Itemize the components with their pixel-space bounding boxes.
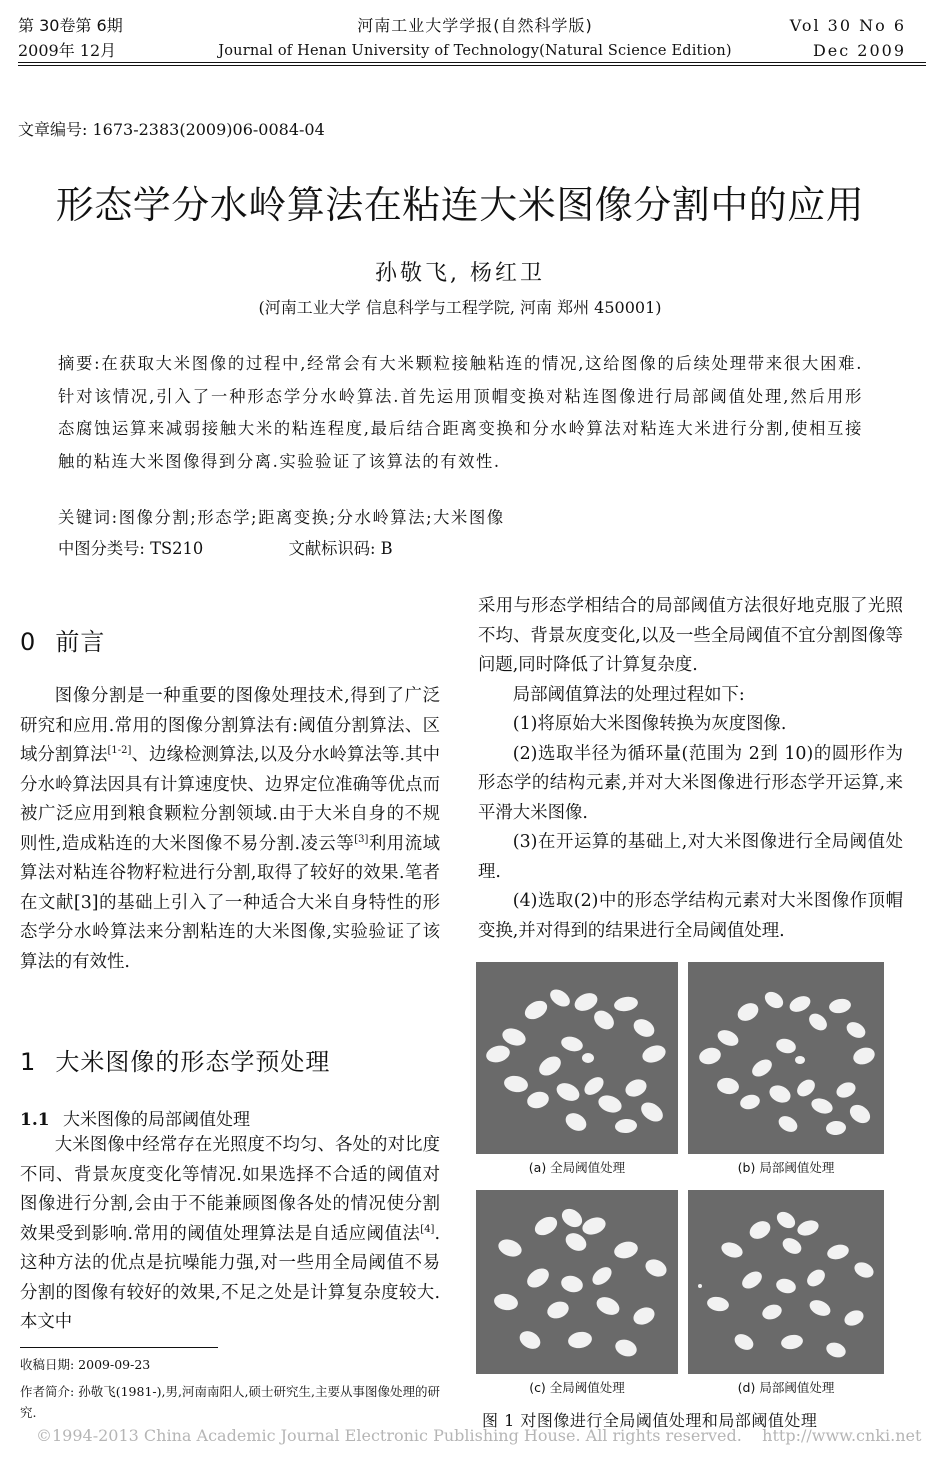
rice-grains-image-b (688, 962, 884, 1154)
continued-paragraph: 采用与形态学相结合的局部阈值方法很好地克服了光照不均、背景灰度变化,以及一些全局阈值不宜分割图像等问题,同时降低了计算复杂度. (478, 596, 903, 675)
section-1-title: 大米图像的形态学预处理 (55, 1048, 331, 1076)
rice-grains-image-d (688, 1190, 884, 1374)
section-0-title: 前言 (55, 628, 106, 656)
rice-grains-image-c (476, 1190, 678, 1374)
received-date: 收稿日期: 2009-09-23 (20, 1357, 151, 1372)
issue-date-en: Dec 2009 (812, 41, 906, 60)
figure-1-caption: 图 1 对图像进行全局阈值处理和局部阈值处理 (482, 1411, 818, 1430)
doc-code-value: B (380, 539, 393, 558)
keywords (58, 504, 505, 528)
caption-panel-a: (a) 全局阈值处理 (528, 1160, 626, 1175)
citation-1-2: [1-2] (107, 745, 132, 757)
section-1-number: 1 (20, 1048, 37, 1076)
affiliation: (河南工业大学 信息科学与工程学院, 河南 郑州 450001) (258, 298, 662, 317)
figure-panel-c-global-threshold (476, 1190, 678, 1374)
section-1-heading (20, 1042, 330, 1077)
caption-panel-b: (b) 局部阈值处理 (737, 1160, 835, 1175)
cnki-watermark: ©1994-2013 China Academic Journal Electronic Publishing House. All rights reserved. http://www.cnki.net (36, 1426, 922, 1445)
article-number: 文章编号: 1673-2383(2009)06-0084-04 (18, 120, 325, 139)
caption-panel-c: (c) 全局阈值处理 (529, 1380, 625, 1395)
intro-paragraph: 图像分割是一种重要的图像处理技术,得到了广泛研究和应用.常用的图像分割算法有:阈值分割算法、区域分割算法[1-2]、边缘检测算法,以及分水岭算法等.其中分水岭算法因具有计算速度快、边界定位准确等优点而被广泛应用到粮食颗粒分割领域.由于大米自身的不规则性,造成粘连的大米图像不易分割.凌云等[3]利用流域算法对粘连谷物籽粒进行分割,取得了较好的效果.笔者在文献[3]的基础上引入了一种适合大米自身特性的形态学分水岭算法来分割粘连的大米图像,实验验证了该算法的有效性. (20, 686, 440, 972)
header-rule-bottom (18, 65, 926, 66)
step-4: (4)选取(2)中的形态学结构元素对大米图像作顶帽变换,并对得到的结果进行全局阈值处理. (478, 891, 903, 941)
section-0-number: 0 (20, 628, 37, 656)
clc-value: TS210 (150, 539, 204, 558)
doc-code-label: 文献标识码: (288, 539, 376, 558)
section-0-heading (20, 622, 105, 657)
keywords-label: 关键词: (58, 508, 119, 527)
journal-name-en: Journal of Henan University of Technology(Natural Science Edition) (218, 43, 732, 59)
caption-panel-d: (d) 局部阈值处理 (737, 1380, 835, 1395)
paper-title: 形态学分水岭算法在粘连大米图像分割中的应用 (55, 183, 865, 227)
journal-issue: 第 30卷第 6期 (18, 16, 123, 35)
process-intro: 局部阈值算法的处理过程如下: (512, 684, 745, 705)
authors: 孙敬飞, 杨红卫 (375, 261, 545, 286)
abstract-label: 摘要: (58, 354, 102, 373)
step-3: (3)在开运算的基础上,对大米图像进行全局阈值处理. (478, 832, 903, 882)
journal-date: 2009年 12月 (18, 41, 117, 60)
clc-label: 中图分类号: (58, 539, 145, 558)
figure-panel-b-local-threshold (688, 962, 884, 1154)
citation-3: [3] (354, 833, 369, 845)
footnote-rule (20, 1347, 218, 1348)
subsection-1-1-body (20, 1131, 440, 1338)
header-rule-top (18, 62, 926, 63)
author-bio: 作者简介: 孙敬飞(1981-),男,河南南阳人,硕士研究生,主要从事图像处理的研究. (20, 1384, 440, 1420)
right-column (478, 592, 903, 946)
left-column (20, 682, 440, 977)
subsection-1-1-heading (20, 1105, 250, 1130)
volume-number: Vol 30 No 6 (789, 16, 906, 35)
subsection-1-1-number: 1.1 (20, 1110, 50, 1130)
subsection-1-1-title: 大米图像的局部阈值处理 (62, 1110, 250, 1130)
step-2: (2)选取半径为循环量(范围为 2到 10)的圆形作为形态学的结构元素,并对大米图像进行形态学开运算,来平滑大米图像. (478, 743, 903, 823)
rice-grains-image-a (476, 962, 678, 1154)
keywords-text: 图像分割;形态学;距离变换;分水岭算法;大米图像 (118, 508, 505, 527)
step-1: (1)将原始大米图像转换为灰度图像. (512, 714, 787, 734)
abstract-text: 在获取大米图像的过程中,经常会有大米颗粒接触粘连的情况,这给图像的后续处理带来很大困难.针对该情况,引入了一种形态学分水岭算法.首先运用顶帽变换对粘连图像进行局部阈值处理,然后用形态腐蚀运算来减弱接触大米的粘连程度,最后结合距离变换和分水岭算法对粘连大米进行分割,使相互接触的粘连大米图像得到分离.实验验证了该算法的有效性. (58, 354, 863, 471)
journal-name-cn: 河南工业大学学报(自然科学版) (357, 16, 593, 35)
abstract (58, 348, 863, 478)
figure-panel-d-local-threshold (688, 1190, 884, 1374)
local-threshold-paragraph: 大米图像中经常存在光照度不均匀、各处的对比度不同、背景灰度变化等情况.如果选择不合适的阈值对图像进行分割,会由于不能兼顾图像各处的情况使分割效果受到影响.常用的阈值处理算法是自适应阈值法[4].这种方法的优点是抗噪能力强,对一些用全局阈值不易分割的图像有较好的效果,不足之处是计算复杂度较大.本文中 (20, 1135, 440, 1332)
figure-panel-a-global-threshold (476, 962, 678, 1154)
classification (58, 535, 393, 559)
citation-4: [4] (420, 1223, 435, 1235)
